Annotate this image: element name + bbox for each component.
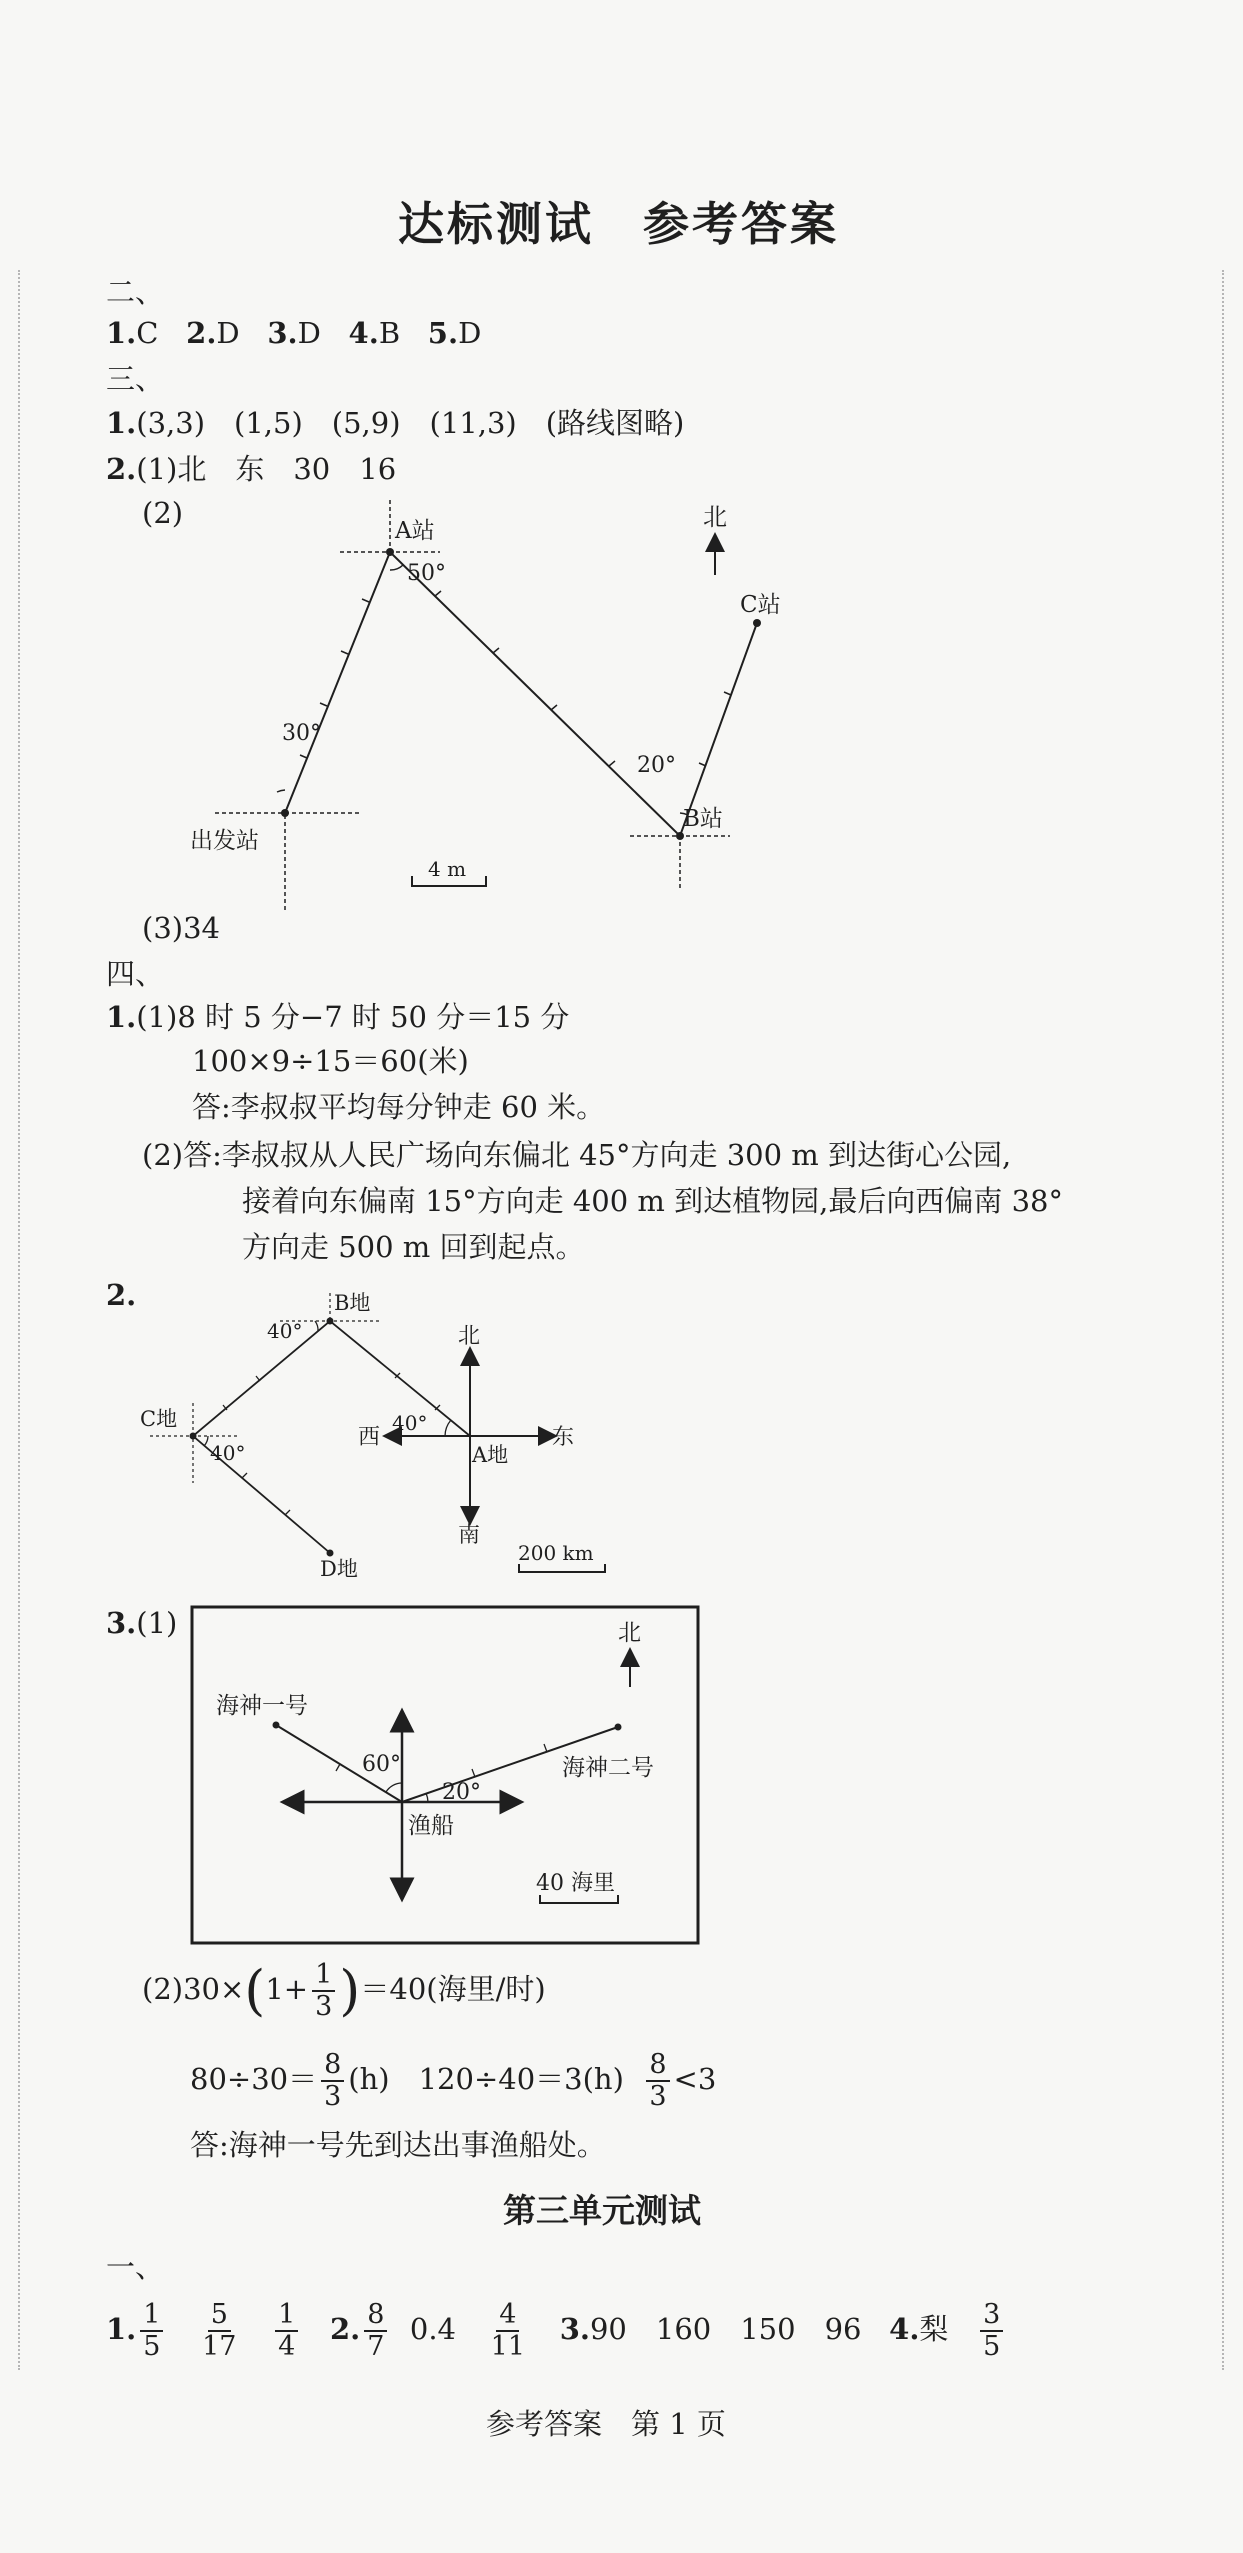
part4-q1-line2: 100×9÷15＝60(米) (192, 1044, 469, 1078)
answer: (1)8 时 5 分−7 时 50 分＝15 分 (136, 1000, 570, 1034)
section-4-heading: 四、 (106, 957, 165, 991)
scale-label: 4 m (428, 857, 467, 881)
answer: D (297, 316, 321, 350)
scale-label: 40 海里 (536, 1871, 615, 1896)
boat2-point (615, 1724, 622, 1731)
expr-prefix: (2)30× (142, 1972, 245, 2006)
expr-a: 80÷30＝ (190, 2062, 318, 2096)
part4-q3-3 (190, 2050, 716, 2112)
denominator: 4 (278, 2331, 296, 2362)
c-angle-label: 40° (210, 1441, 246, 1465)
route-diagram (180, 490, 800, 910)
denominator: 5 (143, 2331, 161, 2362)
q-number: 3. (106, 1606, 137, 1640)
angle-arc-start (277, 790, 285, 792)
fishing-boat-label: 渔船 (408, 1813, 454, 1839)
right-dotted-margin (1222, 270, 1224, 2370)
fraction (275, 2300, 298, 2362)
a-station-point (386, 548, 394, 556)
scale-label: 200 km (518, 1541, 594, 1565)
q-number: 3. (267, 316, 298, 350)
answer: D (458, 316, 482, 350)
fraction (140, 2300, 163, 2362)
fraction (488, 2300, 528, 2362)
q-number: 2. (329, 2312, 361, 2346)
left-dotted-margin (18, 270, 20, 2370)
part3-q2-2: (2) (142, 496, 184, 530)
answer: (1) (136, 1606, 178, 1640)
angle-arc-a (445, 1420, 451, 1436)
part2-answers (106, 316, 481, 350)
part4-q1-line3: 答:李叔叔平均每分钟走 60 米。 (192, 1090, 606, 1124)
section-2-heading: 二、 (106, 275, 165, 309)
c-station-label: C站 (740, 592, 781, 618)
part4-q3-2 (142, 1960, 546, 2022)
answer: D (216, 316, 240, 350)
answer: (1)北 东 30 16 (136, 452, 397, 486)
q-number: 5. (427, 316, 459, 350)
north-label: 北 (458, 1324, 481, 1349)
denominator: 17 (202, 2331, 237, 2362)
part4-q1-line5: 接着向东偏南 15°方向走 400 m 到达植物园,最后向西偏南 38° (242, 1184, 1063, 1218)
boat1-label: 海神一号 (216, 1693, 308, 1719)
fraction (646, 2050, 669, 2112)
south-label: 南 (458, 1523, 481, 1548)
q-number: 2. (106, 452, 137, 486)
fraction (199, 2300, 239, 2362)
fraction (312, 1960, 335, 2022)
a-angle-label: 50° (407, 561, 446, 586)
denominator: 3 (649, 2081, 667, 2112)
numerator: 1 (312, 1960, 335, 1992)
rescue-diagram (190, 1605, 702, 1955)
c-station-point (753, 619, 761, 627)
denominator: 3 (324, 2081, 342, 2112)
a-place-label: A地 (472, 1443, 509, 1467)
answer: B (378, 316, 401, 350)
angle-arc-a (390, 565, 403, 570)
angle-arc-2 (426, 1793, 428, 1802)
q-number: 1. (106, 2312, 137, 2346)
a-station-label: A站 (395, 518, 435, 544)
denominator: 7 (367, 2331, 385, 2362)
expr-suffix: ＝40(海里/时) (360, 1972, 546, 2006)
east-label: 东 (552, 1425, 575, 1450)
fraction (364, 2300, 387, 2362)
fraction (321, 2050, 344, 2112)
q-number: 1. (106, 316, 137, 350)
q-number: 1. (106, 406, 137, 440)
b-angle-label: 20° (637, 753, 676, 778)
d-place-point (327, 1550, 334, 1557)
part4-q1-line1 (106, 1000, 569, 1034)
left-paren: ( (244, 1959, 266, 2022)
answer: 90 160 150 96 (589, 2312, 862, 2346)
angle2-label: 20° (442, 1780, 481, 1805)
expr-b: (h) 120÷40＝3(h) (348, 2062, 624, 2096)
unit3-title: 第三单元测试 (503, 2191, 701, 2230)
part4-q1-line4: (2)答:李叔叔从人民广场向东偏北 45°方向走 300 m 到达街心公园, (142, 1138, 1012, 1172)
page-footer: 参考答案 第 1 页 (486, 2407, 726, 2441)
answer: 梨 (919, 2312, 949, 2346)
denominator: 3 (315, 1991, 333, 2022)
numerator: 4 (496, 2300, 519, 2332)
denominator: 11 (490, 2331, 526, 2362)
start-angle-label: 30° (282, 721, 321, 746)
part3-q2-3: (3)34 (142, 911, 220, 945)
part3-q1 (106, 406, 684, 440)
b-station-label: B站 (683, 806, 723, 832)
scale-bar (540, 1895, 618, 1903)
answer: 0.4 (409, 2312, 457, 2346)
q-number: 3. (559, 2312, 590, 2346)
angle-arc-b (315, 1321, 318, 1331)
b-place-label: B地 (334, 1291, 371, 1315)
numerator: 8 (364, 2300, 387, 2332)
right-paren: ) (339, 1959, 361, 2022)
places-diagram (130, 1288, 670, 1578)
c-place-point (190, 1433, 197, 1440)
angle-arc-c (204, 1436, 208, 1446)
scale-bar (519, 1564, 605, 1572)
q-number: 4. (889, 2312, 920, 2346)
answer: (3,3) (1,5) (5,9) (11,3) (路线图略) (136, 406, 685, 440)
a-angle-label: 40° (392, 1411, 428, 1435)
q-number: 2. (186, 316, 217, 350)
north-label: 北 (703, 503, 727, 531)
numerator: 8 (646, 2050, 669, 2082)
q-number: 1. (106, 1000, 137, 1034)
fraction (980, 2300, 1003, 2362)
q-number: 4. (348, 316, 379, 350)
angle1-label: 60° (362, 1752, 401, 1777)
unit3-answers (106, 2300, 1007, 2362)
start-point (281, 809, 289, 817)
route-line (285, 552, 757, 836)
section-3-heading: 三、 (106, 362, 165, 396)
numerator: 1 (140, 2300, 163, 2332)
angle-arc-1 (386, 1783, 402, 1792)
part4-q3-1 (106, 1606, 177, 1640)
start-station-label: 出发站 (190, 828, 259, 854)
answer: C (136, 316, 159, 350)
b-place-point (327, 1318, 334, 1325)
part4-q3-4: 答:海神一号先到达出事渔船处。 (190, 2128, 606, 2162)
b-station-point (676, 832, 684, 840)
page-title: 达标测试 参考答案 (398, 197, 839, 251)
numerator: 5 (208, 2300, 231, 2332)
q-number: 2. (106, 1278, 137, 1312)
b-angle-label: 40° (267, 1319, 303, 1343)
c-place-label: C地 (140, 1407, 178, 1431)
section-1-heading: 一、 (106, 2250, 165, 2284)
expr-c: <3 (673, 2062, 717, 2096)
boat2-label: 海神二号 (562, 1755, 654, 1781)
west-label: 西 (358, 1425, 381, 1450)
places-ticks (223, 1373, 440, 1515)
numerator: 1 (275, 2300, 298, 2332)
numerator: 8 (321, 2050, 344, 2082)
boat1-point (273, 1722, 280, 1729)
d-place-label: D地 (320, 1557, 358, 1578)
part3-q2-1 (106, 452, 396, 486)
numerator: 3 (980, 2300, 1003, 2332)
expr-one: 1+ (265, 1972, 309, 2006)
north-label: 北 (618, 1620, 641, 1646)
denominator: 5 (983, 2331, 1001, 2362)
part4-q1-line6: 方向走 500 m 回到起点。 (242, 1230, 585, 1264)
